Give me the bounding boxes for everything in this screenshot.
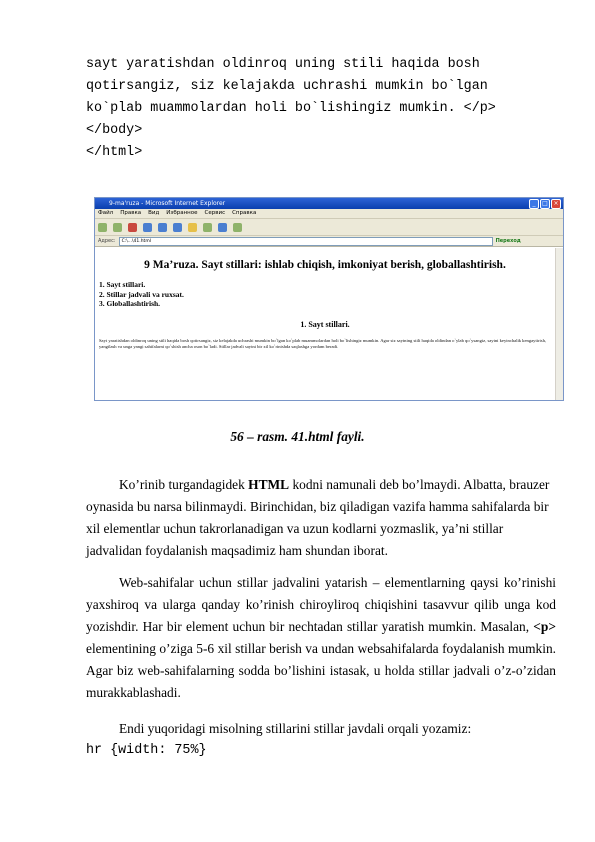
address-label: Адрес: [98,238,116,244]
menu-item: Избранное [166,210,198,216]
address-field: C:\...\41.html [119,237,493,246]
page-paragraph: Sayt yaratishdan oldinroq uning stili haqida bosh qotirsangiz, siz kelajakda uchrashi mumkin bo`lgan ko`plab muammolardan holi bo`lishingiz mumkin. Agar siz saytning stili haqida oldindan o`ylab qo`ysangiz, saytni keyinchalik kengaytirish, yangilash va unga yangi sahifalarni qo`shish ancha oson bo`ladi. Stillar jadvali saytni bir xil ko`rinishda saqlashga yordam beradi. [99,337,547,349]
mail-icon [218,223,227,232]
home-icon [158,223,167,232]
browser-page-content [95,248,555,400]
paragraph-text: Ko’rinib turgandagidek [119,477,249,492]
code-block-bottom: hr {width: 75%} [86,743,207,758]
browser-screenshot [94,197,564,401]
print-icon [233,223,242,232]
paragraph-text: kodni namunali deb bo’lmaydi. Albatta, brauzer oynasida bu narsa bilinmaydi. Birinchidan, biz qiladigan vazifa hamma sahifalarda bir xil elementlar uchun takrorlanadigan va uzun kodlarni yozmaslik, ya’ni stillar jadvalidan foydalanish maqsadimiz ham shundan iborat. [86,477,550,558]
refresh-icon [143,223,152,232]
menu-item: Вид [148,210,160,216]
menu-item: Справка [232,210,257,216]
paragraph-1 [86,474,556,562]
code-line: </body> [86,123,143,138]
code-line: </html> [86,145,143,160]
code-line: qotirsangiz, siz kelajakda uchrashi mumkin bo`lgan [86,79,488,94]
history-icon [203,223,212,232]
paragraph-text: Endi yuqoridagi misolning stillarini stillar javdali orqali yozamiz: [119,721,472,736]
go-button: Переход [495,238,521,244]
paragraph-text: elementining o’ziga 5-6 xil stillar berish va undan websahifalarda foydalanish mumkin. Agar biz web-sahifalarning sodda bo’lishini istasak, u holda stillar jadvali o’z-o’zidan murakkablashadi. [86,641,556,700]
paragraph-2 [86,572,556,704]
browser-title-bar [95,198,563,209]
menu-item: Правка [120,210,142,216]
browser-address-bar [95,236,563,247]
minimize-icon: _ [529,199,539,209]
bold-term: <p> [533,619,556,634]
scrollbar [555,248,563,400]
back-icon [98,223,107,232]
maximize-icon: □ [540,199,550,209]
list-item: 1. Sayt stillari. [99,280,146,289]
section-title: 1. Sayt stillari. [300,319,350,329]
stop-icon [128,223,137,232]
favorites-icon [188,223,197,232]
paragraph-text: Web-sahifalar uchun stillar jadvalini yatarish – elementlarning qaysi ko’rinishi yaxshiroq va ularga qanday ko’rinish chiroyliroq chiqishini tasavvur qilib unga kod yozishdir. Har bir element uchun bir nechtadan stillar yaratish mumkin. Masalan, [86,575,556,634]
list-item: 2. Stillar jadvali va ruxsat. [99,289,184,299]
bold-term: HTML [248,477,290,492]
page-heading: 9 Ma’ruza. Sayt stillari: ishlab chiqish, imkoniyat berish, globallashtirish. [144,259,506,271]
browser-menu-bar [95,209,563,219]
forward-icon [113,223,122,232]
paragraph-3 [86,718,556,740]
code-line: sayt yaratishdan oldinroq uning stili haqida bosh [86,57,480,72]
close-icon: × [551,199,561,209]
menu-item: Сервис [204,210,226,216]
browser-title: 9-ma'ruza - Microsoft Internet Explorer [109,200,226,207]
code-block-top [86,54,496,164]
search-icon [173,223,182,232]
code-line: ko`plab muammolardan holi bo`lishingiz mumkin. </p> [86,101,496,116]
list-item: 3. Globallashtirish. [99,299,161,308]
menu-item: Файл [98,210,114,216]
browser-toolbar [95,219,563,236]
topic-list [99,280,555,309]
figure-caption: 56 – rasm. 41.html fayli. [230,429,365,444]
